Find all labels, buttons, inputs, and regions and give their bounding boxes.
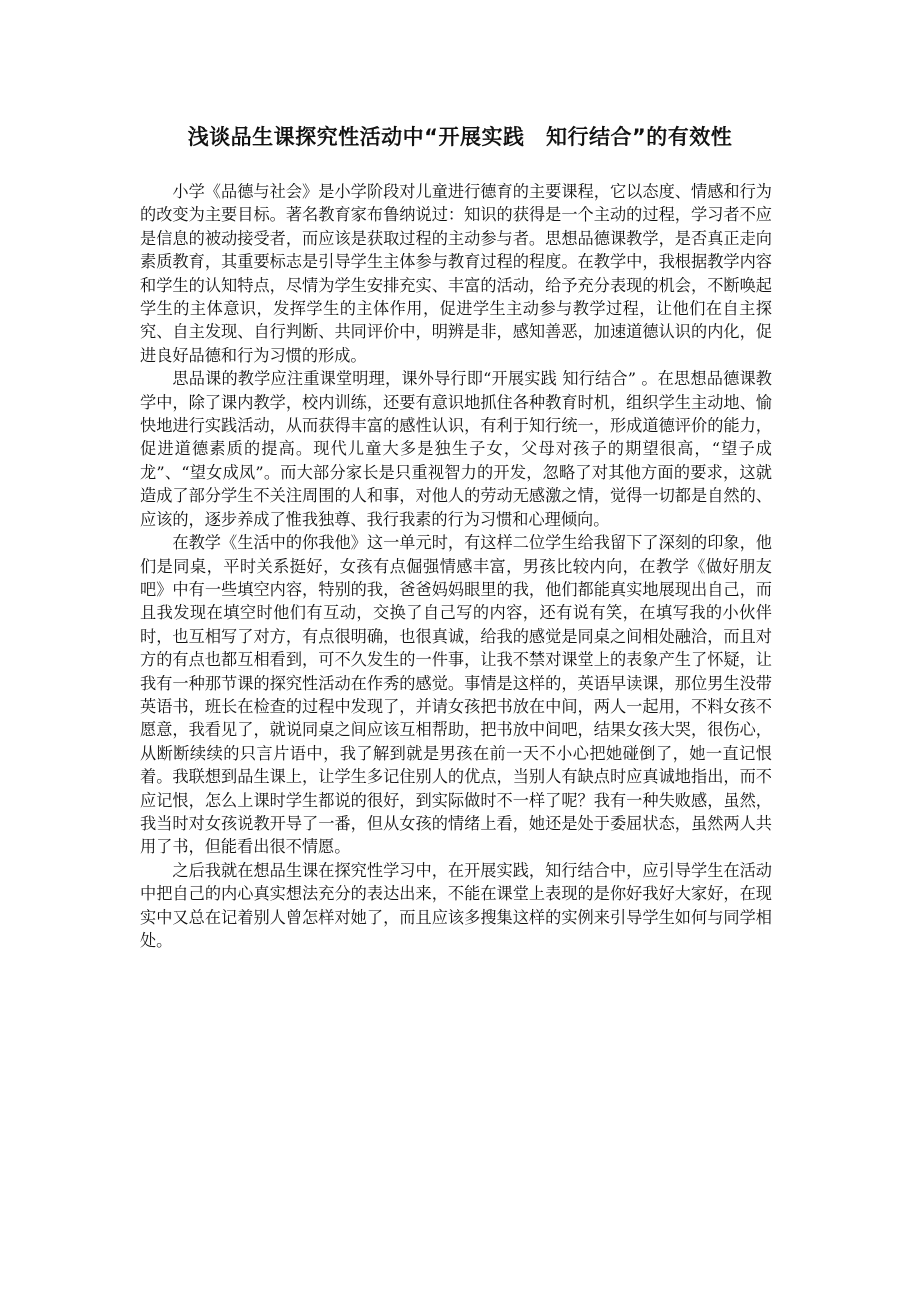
document-body: [140, 180, 772, 952]
paragraph-case-study: 在教学《生活中的你我他》这一单元时，有这样二位学生给我留下了深刻的印象，他们是同桌，平时关系挺好，女孩有点倔强情感丰富，男孩比较内向，在教学《做好朋友吧》中有一些填空内容，特别的我，爸爸妈妈眼里的我，他们都能真实地展现出自己，而且我发现在填空时他们有互动，交换了自己写的内容，还有说有笑，在填写我的小伙伴时，也互相写了对方，有点很明确，也很真诚，给我的感觉是同桌之间相处融洽，而且对方的有点也都互相看到，可不久发生的一件事，让我不禁对课堂上的表象产生了怀疑，让我有一种那节课的探究性活动在作秀的感觉。事情是这样的，英语早读课，那位男生没带英语书，班长在检查的过程中发现了，并请女孩把书放在中间，两人一起用，不料女孩不愿意，我看见了，就说同桌之间应该互相帮助，把书放中间吧，结果女孩大哭，很伤心，从断断续续的只言片语中，我了解到就是男孩在前一天不小心把她碰倒了，她一直记恨着。我联想到品生课上，让学生多记住别人的优点，当别人有缺点时应真诚地指出，而不应记恨，怎么上课时学生都说的很好，到实际做时不一样了呢？我有一种失败感，虽然，我当时对女孩说教开导了一番，但从女孩的情绪上看，她还是处于委屈状态，虽然两人共用了书，但能看出很不情愿。: [140, 533, 772, 857]
paragraph-reflection: 之后我就在想品生课在探究性学习中，在开展实践，知行结合中，应引导学生在活动中把自己的内心真实想法充分的表达出来，不能在课堂上表现的是你好我好大家好，在现实中又总在记着别人曾怎样对她了，而且应该多搜集这样的实例来引导学生如何与同学相处。: [140, 860, 772, 950]
document-title: 浅谈品生课探究性活动中“开展实践 知行结合”的有效性: [187, 125, 733, 149]
paragraph-intro: 小学《品德与社会》是小学阶段对儿童进行德育的主要课程，它以态度、情感和行为的改变为主要目标。著名教育家布鲁纳说过：知识的获得是一个主动的过程，学习者不应是信息的被动接受者，而应该是获取过程的主动参与者。思想品德课教学，是否真正走向素质教育，其重要标志是引导学生主体参与教育过程的程度。在教学中，我根据教学内容和学生的认知特点，尽情为学生安排充实、丰富的活动，给予充分表现的机会，不断唤起学生的主体意识，发挥学生的主体作用，促进学生主动参与教学过程，让他们在自主探究、自主发现、自行判断、共同评价中，明辨是非，感知善恶，加速道德认识的内化，促进良好品德和行为习惯的形成。: [140, 182, 772, 365]
paragraph-practice: 思品课的教学应注重课堂明理，课外导行即“开展实践 知行结合” 。在思想品德课教学中，除了课内教学，校内训练，还要有意识地抓住各种教育时机，组织学生主动地、愉快地进行实践活动，从而获得丰富的感性认识，有利于知行统一，形成道德评价的能力，促进道德素质的提高。现代儿童大多是独生子女，父母对孩子的期望很高，“望子成龙”、“望女成凤”。而大部分家长是只重视智力的开发，忽略了对其他方面的要求，这就造成了部分学生不关注周围的人和事，对他人的劳动无感激之情，觉得一切都是自然的、应该的，逐步养成了惟我独尊、我行我素的行为习惯和心理倾向。: [140, 369, 772, 529]
